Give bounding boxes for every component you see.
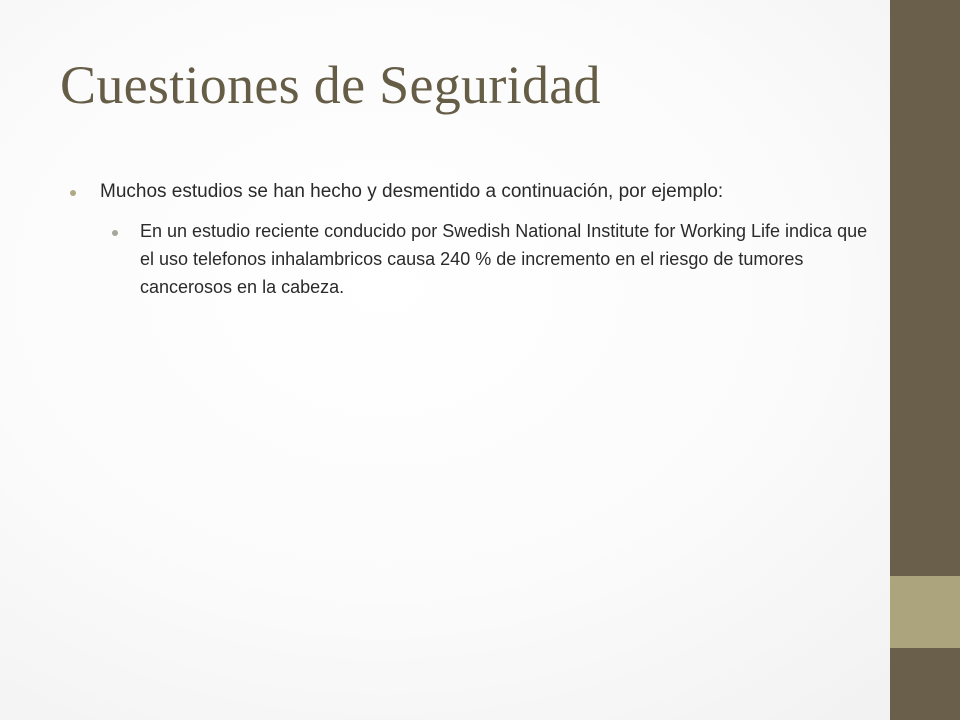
bullet-item <box>68 175 868 209</box>
sub-bullet-item <box>110 217 868 301</box>
sub-bullet-dot-icon <box>112 230 118 236</box>
side-accent-block <box>890 576 960 648</box>
bullet-text: Muchos estudios se han hecho y desmentido a continuación, por ejemplo: <box>100 181 724 202</box>
slide-body <box>68 175 868 301</box>
bullet-dot-icon <box>70 190 76 196</box>
slide-title: Cuestiones de Seguridad <box>60 55 601 115</box>
sub-bullet-text: En un estudio reciente conducido por Swedish National Institute for Working Life indica que el uso telefonos inhalambricos causa 240 % de incremento en el riesgo de tumores cancerosos en la cabeza. <box>140 221 868 297</box>
